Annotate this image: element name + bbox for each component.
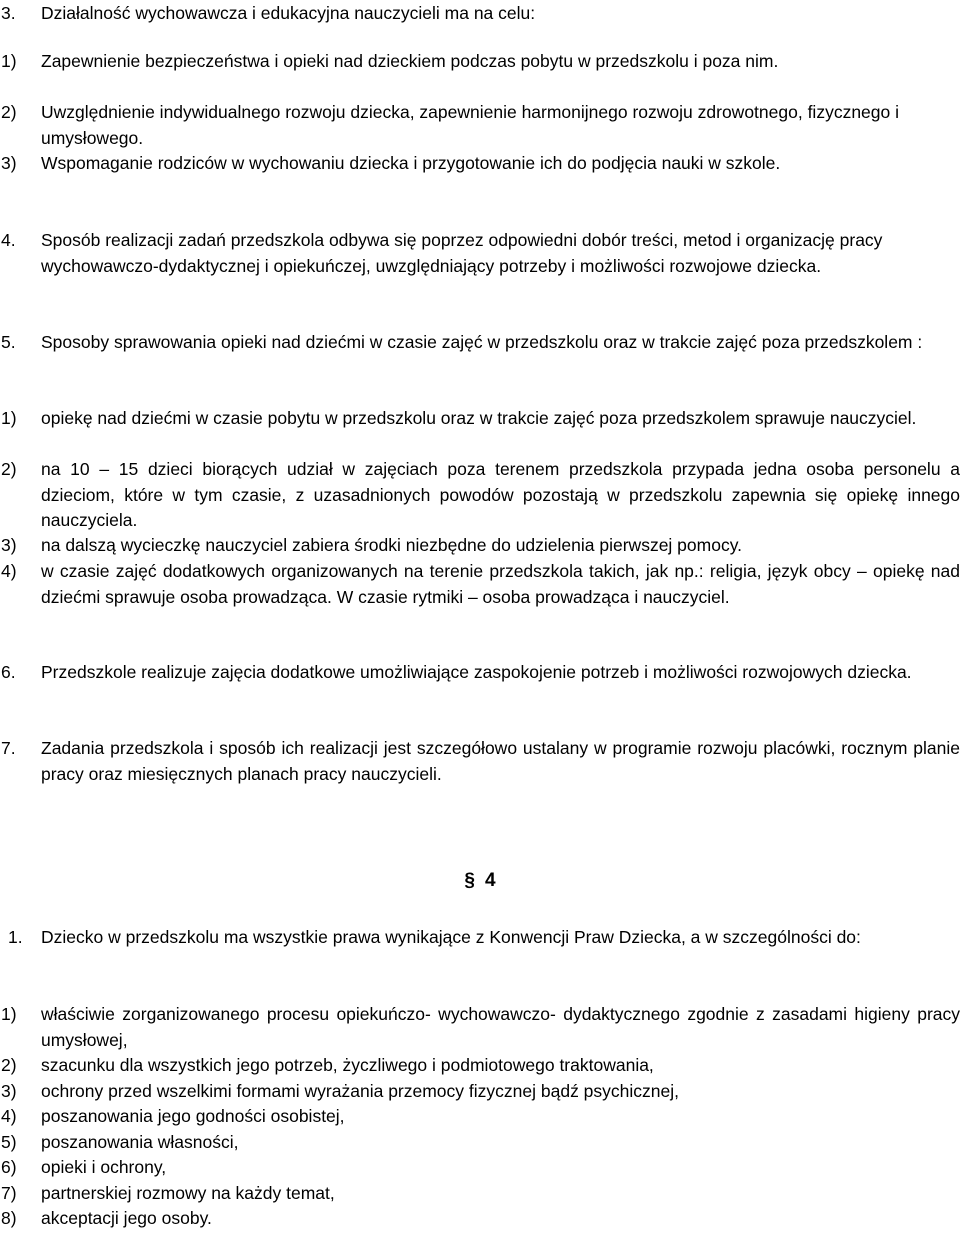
- list-item: [0, 100, 960, 151]
- list-text: ochrony przed wszelkimi formami wyrażania przemocy fizycznej bądź psychicznej,: [41, 1081, 679, 1101]
- list-item: [0, 1079, 960, 1105]
- list-text: właściwie zorganizowanego procesu opiekuńczo- wychowawczo- dydaktycznego zgodnie z zasadami higieny pracy umysłowej,: [41, 1004, 960, 1050]
- paragraph-line: [0, 925, 960, 951]
- list-item: [0, 49, 960, 75]
- list-text: na 10 – 15 dzieci biorących udział w zajęciach poza terenem przedszkola przypada jedna osoba personelu a dzieciom, które w tym czasie, z uzasadnionych powodów pozostają w przedszkolu zapewnia się opiekę innego nauczyciela.: [41, 459, 960, 530]
- paragraph-text: Sposoby sprawowania opieki nad dziećmi w czasie zajęć w przedszkolu oraz w trakcie zajęć poza przedszkolem :: [41, 332, 923, 352]
- list-number: 4): [1, 1106, 17, 1126]
- list-number: 2): [1, 459, 17, 479]
- list-item: [0, 457, 960, 534]
- list-text: akceptacji jego osoby.: [41, 1208, 212, 1228]
- paragraph-text: Zadania przedszkola i sposób ich realizacji jest szczegółowo ustalany w programie rozwoju placówki, rocznym planie pracy oraz miesięcznych planach pracy nauczycieli.: [41, 738, 960, 784]
- list-item: [0, 151, 960, 177]
- section-heading: [0, 868, 960, 894]
- list-item: [0, 1181, 960, 1207]
- list-item: [0, 406, 960, 432]
- section-symbol: §: [464, 870, 475, 891]
- paragraph-number: 7.: [1, 738, 16, 758]
- list-text: opiekę nad dziećmi w czasie pobytu w przedszkolu oraz w trakcie zajęć poza przedszkolem sprawuje nauczyciel.: [41, 408, 917, 428]
- list-number: 1): [1, 1004, 17, 1024]
- paragraph-text: Działalność wychowawcza i edukacyjna nauczycieli ma na celu:: [41, 3, 536, 23]
- list-number: 8): [1, 1208, 17, 1228]
- paragraph-5: [0, 330, 960, 356]
- paragraph-6: [0, 660, 960, 686]
- paragraph-7: [0, 736, 960, 787]
- paragraph-text: Dziecko w przedszkolu ma wszystkie prawa wynikające z Konwencji Praw Dziecka, a w szczególności do:: [41, 927, 861, 947]
- paragraph-3: [0, 1, 960, 27]
- list-item: [0, 1206, 960, 1232]
- paragraph-number: 4.: [1, 230, 16, 250]
- list-number: 3): [1, 535, 17, 555]
- list-item: [0, 1002, 960, 1053]
- list-number: 2): [1, 1055, 17, 1075]
- list-item: [0, 1155, 960, 1181]
- list-number: 7): [1, 1183, 17, 1203]
- list-number: 6): [1, 1157, 17, 1177]
- paragraph-number: 6.: [1, 662, 16, 682]
- paragraph-text: Sposób realizacji zadań przedszkola odbywa się poprzez odpowiedni dobór treści, metod i organizację pracy wychowawczo-dydaktycznej i opiekuńczej, uwzględniający potrzeby i możliwości rozwojowe dziecka.: [41, 230, 883, 276]
- paragraph-number: 1.: [8, 927, 23, 947]
- list-item: [0, 533, 960, 559]
- list-text: w czasie zajęć dodatkowych organizowanych na terenie przedszkola takich, jak np.: religia, język obcy – opiekę nad dziećmi sprawuje osoba prowadząca. W czasie rytmiki – osoba prowadząca i nauczyciel.: [41, 561, 960, 607]
- list-number: 3): [1, 1081, 17, 1101]
- list-number: 1): [1, 408, 17, 428]
- paragraph-number: 3.: [1, 3, 16, 23]
- list-number: 4): [1, 561, 17, 581]
- list-item: [0, 559, 960, 610]
- list-item: [0, 1130, 960, 1156]
- list-number: 1): [1, 51, 17, 71]
- paragraph-4: [0, 228, 960, 279]
- list-text: na dalszą wycieczkę nauczyciel zabiera środki niezbędne do udzielenia pierwszej pomocy.: [41, 535, 743, 555]
- list-text: Zapewnienie bezpieczeństwa i opieki nad dzieckiem podczas pobytu w przedszkolu i poza nim.: [41, 51, 779, 71]
- paragraph-text: Przedszkole realizuje zajęcia dodatkowe umożliwiające zaspokojenie potrzeb i możliwości rozwojowych dziecka.: [41, 662, 912, 682]
- section-number: 4: [485, 870, 496, 891]
- list-text: poszanowania jego godności osobistej,: [41, 1106, 345, 1126]
- list-item: [0, 1053, 960, 1079]
- list-text: poszanowania własności,: [41, 1132, 239, 1152]
- list-text: Uwzględnienie indywidualnego rozwoju dziecka, zapewnienie harmonijnego rozwoju zdrowotnego, fizycznego i umysłowego.: [41, 102, 899, 148]
- list-item: [0, 1104, 960, 1130]
- paragraph-number: 5.: [1, 332, 16, 352]
- list-text: szacunku dla wszystkich jego potrzeb, życzliwego i podmiotowego traktowania,: [41, 1055, 654, 1075]
- list-number: 5): [1, 1132, 17, 1152]
- list-number: 2): [1, 102, 17, 122]
- list-number: 3): [1, 153, 17, 173]
- list-text: opieki i ochrony,: [41, 1157, 167, 1177]
- list-text: partnerskiej rozmowy na każdy temat,: [41, 1183, 335, 1203]
- list-text: Wspomaganie rodziców w wychowaniu dziecka i przygotowanie ich do podjęcia nauki w szkole.: [41, 153, 781, 173]
- section-paragraph-1: [0, 925, 960, 951]
